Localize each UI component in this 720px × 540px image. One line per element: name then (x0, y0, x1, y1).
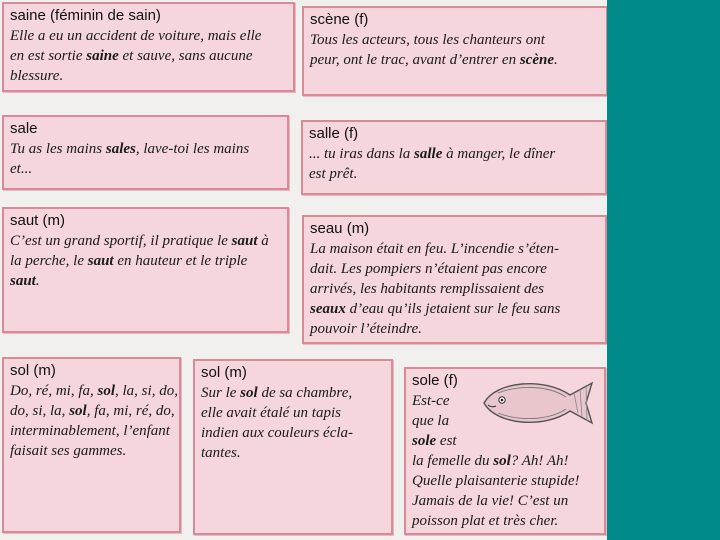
text-segment: est (436, 433, 457, 449)
text-segment: à (257, 233, 269, 249)
keyword: seaux (310, 301, 346, 317)
keyword: saine (86, 48, 119, 64)
text-segment: dait. Les pompiers n’étaient pas encore (310, 261, 547, 277)
example-line (412, 511, 598, 531)
keyword: saut (231, 233, 258, 249)
keyword: saut (10, 273, 36, 289)
text-segment: Sur le (201, 385, 241, 401)
example-line (412, 431, 598, 451)
text-segment: , la, si, do, (115, 383, 178, 399)
example-line (309, 164, 599, 184)
text-segment: Est-ce (412, 393, 450, 409)
example-line (10, 139, 281, 159)
entry-card (404, 367, 606, 535)
text-segment: , lave-toi les mains (135, 141, 250, 157)
text-segment: Quelle plaisanterie stupide! (412, 473, 580, 489)
text-segment: blessure. (10, 68, 64, 84)
text-segment: Jamais de la vie! C’est un (412, 493, 569, 509)
entry-heading: saut (m) (10, 212, 66, 229)
example-line (10, 251, 281, 271)
example-line (412, 451, 598, 471)
keyword: sol (69, 403, 87, 419)
entry-card (302, 6, 607, 96)
example-line (310, 259, 599, 279)
text-segment: Elle a eu un accident de voiture, mais elle (10, 28, 262, 44)
text-segment: Tous les acteurs, tous les chanteurs ont (310, 32, 545, 48)
entry-example (309, 144, 599, 184)
text-segment: en est sortie (10, 48, 87, 64)
example-line (10, 421, 173, 441)
text-segment: à manger, le dîner (442, 146, 556, 162)
text-segment: peur, ont le trac, avant d’entrer en (310, 52, 520, 68)
text-segment: . (35, 273, 40, 289)
example-line (201, 423, 385, 443)
entry-card (301, 120, 607, 195)
text-segment: tantes. (201, 445, 241, 461)
example-line (10, 271, 281, 291)
fish-icon (478, 375, 596, 431)
text-segment: indien aux couleurs écla- (201, 425, 354, 441)
text-segment: faisait ses gammes. (10, 443, 127, 459)
text-segment: d’eau qu’ils jetaient sur le feu sans (345, 301, 561, 317)
example-line (10, 66, 287, 86)
example-line (10, 441, 173, 461)
keyword: sol (493, 453, 511, 469)
text-segment: arrivés, les habitants remplissaient des (310, 281, 545, 297)
text-segment: la perche, le (10, 253, 88, 269)
text-segment: la femelle du (412, 453, 494, 469)
example-line (10, 159, 281, 179)
example-line (412, 491, 598, 511)
entry-card (2, 207, 289, 333)
entry-heading: salle (f) (309, 125, 359, 142)
side-panel (608, 0, 720, 540)
entry-example (310, 239, 599, 339)
text-segment: Do, ré, mi, fa, (10, 383, 98, 399)
example-line (201, 383, 385, 403)
example-line (310, 279, 599, 299)
text-segment: interminablement, l’enfant (10, 423, 170, 439)
text-segment: La maison était en feu. L’incendie s’éten- (310, 241, 559, 257)
text-segment: ... tu iras dans la (309, 146, 415, 162)
keyword: scène (519, 52, 554, 68)
entry-example (10, 381, 178, 461)
example-line (310, 299, 599, 319)
example-line (309, 144, 599, 164)
example-line (10, 401, 173, 421)
text-segment: ? Ah! Ah! (510, 453, 569, 469)
example-line (310, 30, 600, 50)
text-segment: , fa, mi, ré, do, (86, 403, 175, 419)
entry-card (193, 359, 393, 535)
entry-heading: scène (f) (310, 11, 369, 28)
text-segment: et... (10, 161, 33, 177)
example-line (310, 50, 600, 70)
entry-example (201, 383, 385, 463)
entry-example (310, 30, 600, 70)
text-segment: do, si, la, (10, 403, 70, 419)
text-segment: de sa chambre, (257, 385, 353, 401)
text-segment: C’est un grand sportif, il pratique le (10, 233, 232, 249)
text-segment: est prêt. (309, 166, 358, 182)
example-line (10, 46, 287, 66)
text-segment: et sauve, sans aucune (118, 48, 253, 64)
entry-heading: sol (m) (201, 364, 247, 381)
entry-example (10, 231, 281, 291)
text-segment: en hauteur et le triple (113, 253, 248, 269)
entry-heading: sol (m) (10, 362, 56, 379)
keyword: sole (412, 433, 437, 449)
text-segment: elle avait étalé un tapis (201, 405, 341, 421)
entry-heading: seau (m) (310, 220, 370, 237)
entry-example (10, 139, 281, 179)
example-line (10, 26, 287, 46)
example-line (412, 471, 598, 491)
entry-heading: saine (féminin de sain) (10, 7, 161, 24)
entry-heading: sale (10, 120, 38, 137)
keyword: saut (87, 253, 114, 269)
entry-example (10, 26, 287, 86)
entry-heading: sole (f) (412, 372, 458, 389)
example-line (310, 319, 599, 339)
example-line (10, 231, 281, 251)
keyword: sales (105, 141, 136, 157)
entry-card (302, 215, 607, 344)
text-segment: . (553, 52, 558, 68)
example-line (201, 403, 385, 423)
text-segment: que la (412, 413, 450, 429)
example-line (10, 381, 178, 401)
keyword: sol (97, 383, 116, 399)
text-segment: pouvoir l’éteindre. (310, 321, 422, 337)
text-segment: Tu as les mains (10, 141, 106, 157)
example-line (201, 443, 385, 463)
example-line (310, 239, 599, 259)
entry-card (2, 115, 289, 190)
text-segment: poisson plat et très cher. (412, 513, 559, 529)
keyword: salle (414, 146, 443, 162)
entry-card (2, 357, 181, 533)
entry-card (2, 2, 295, 92)
keyword: sol (240, 385, 258, 401)
